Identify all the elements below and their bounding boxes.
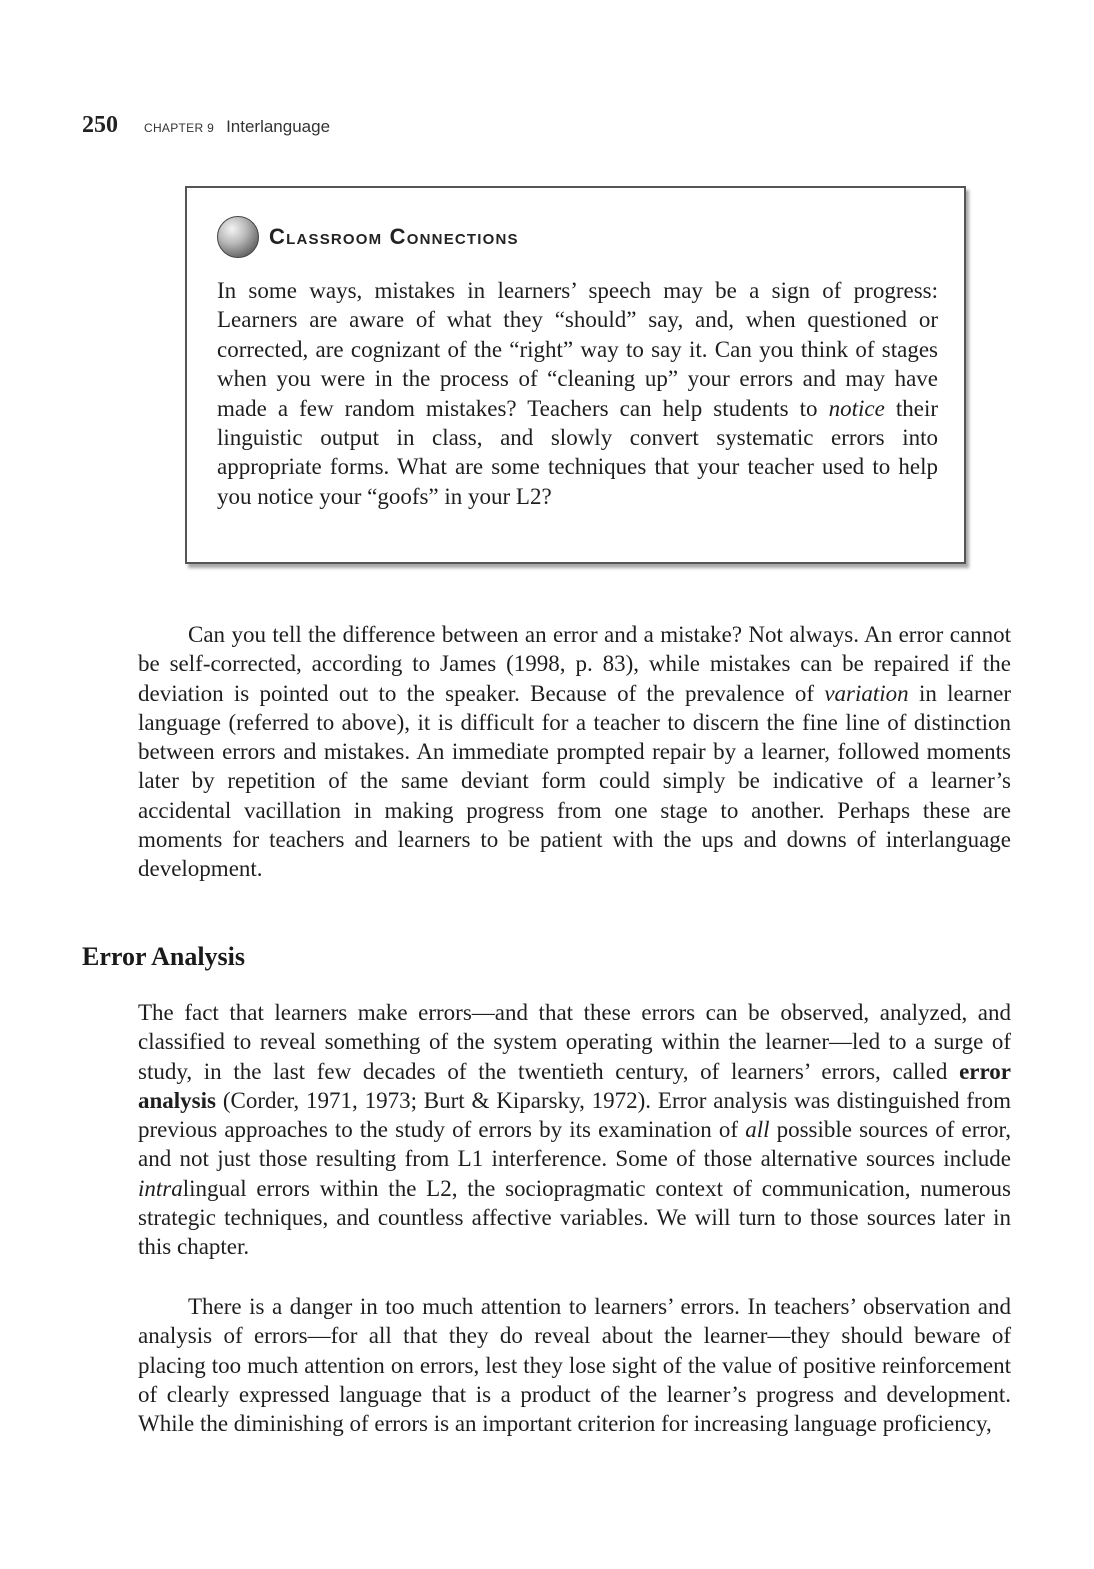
p1-emphasis-variation: variation xyxy=(824,680,909,706)
paragraph-error-analysis xyxy=(138,998,1011,1262)
paragraph-error-vs-mistake xyxy=(138,620,1011,884)
p2-term-error-analysis: error analysis xyxy=(138,1058,1011,1113)
p2-emphasis-all: all xyxy=(745,1117,770,1143)
running-head xyxy=(82,112,330,139)
p2-part4: lingual errors within the L2, the sociopragmatic context of communication, numerous strategic techniques, and countless affective variables. We will turn to those sources later in this chapter. xyxy=(138,1175,1011,1260)
section-heading: Error Analysis xyxy=(82,942,246,971)
page-number: 250 xyxy=(82,112,118,138)
box-header xyxy=(217,216,519,258)
paragraph-danger: There is a danger in too much attention to learners’ errors. In teachers’ observation and analysis of errors—for all that they do reveal about the learner—they should beware of placing too much attention on errors, lest they lose sight of the value of positive reinforcement of clearly expressed language that is a product of the learner’s progress and development. While the diminishing of errors is an important criterion for increasing language proficiency, xyxy=(138,1294,1011,1437)
globe-icon xyxy=(217,216,259,258)
box-text-part2: their linguistic output in class, and slowly convert systematic errors into appropriate forms. What are some techniques that your teacher used to help you notice your “goofs” in your L2? xyxy=(217,395,938,509)
p2-part1: The fact that learners make errors—and that these errors can be observed, analyzed, and classified to reveal something of the system operating within the learner—led to a surge of study, in the last few decades of the twentieth century, of learners’ errors, called xyxy=(138,1000,1011,1084)
box-text-emphasis: notice xyxy=(828,395,885,421)
p2-emphasis-intra: intra xyxy=(138,1175,183,1201)
p2-part2: (Corder, 1971, 1973; Burt & Kiparsky, 1972). Error analysis was distinguished from previous approaches to the study of errors by its examination of xyxy=(138,1087,1011,1143)
box-text xyxy=(217,276,938,511)
chapter-label: CHAPTER 9 xyxy=(144,121,215,135)
p2-part3: possible sources of error, and not just those resulting from L1 interference. Some of those alternative sources include xyxy=(138,1117,1011,1172)
box-text-part1: In some ways, mistakes in learners’ speech may be a sign of progress: Learners are aware of what they “should” say, and, when questioned or corrected, are cognizant of the “right” way to say it. Can you think of stages when you were in the process of “cleaning up” your errors and may have made a few random mistakes? Teachers can help students to xyxy=(217,278,938,421)
p1-part1: Can you tell the difference between an error and a mistake? Not always. An error cannot be self-corrected, according to James (1998, p. 83), while mistakes can be repaired if the deviation is pointed out to the speaker. Because of the prevalence of xyxy=(138,622,1011,706)
classroom-connections-box xyxy=(185,186,966,564)
box-title: Classroom Connections xyxy=(269,224,519,249)
chapter-title: Interlanguage xyxy=(226,117,331,136)
p1-part2: in learner language (referred to above), it is difficult for a teacher to discern the fine line of distinction between errors and mistakes. An immediate prompted repair by a learner, followed moments later by repetition of the same deviant form could simply be indicative of a learner’s accidental vacillation in making progress from one stage to another. Perhaps these are moments for teachers and learners to be patient with the ups and downs of interlanguage development. xyxy=(138,680,1011,882)
